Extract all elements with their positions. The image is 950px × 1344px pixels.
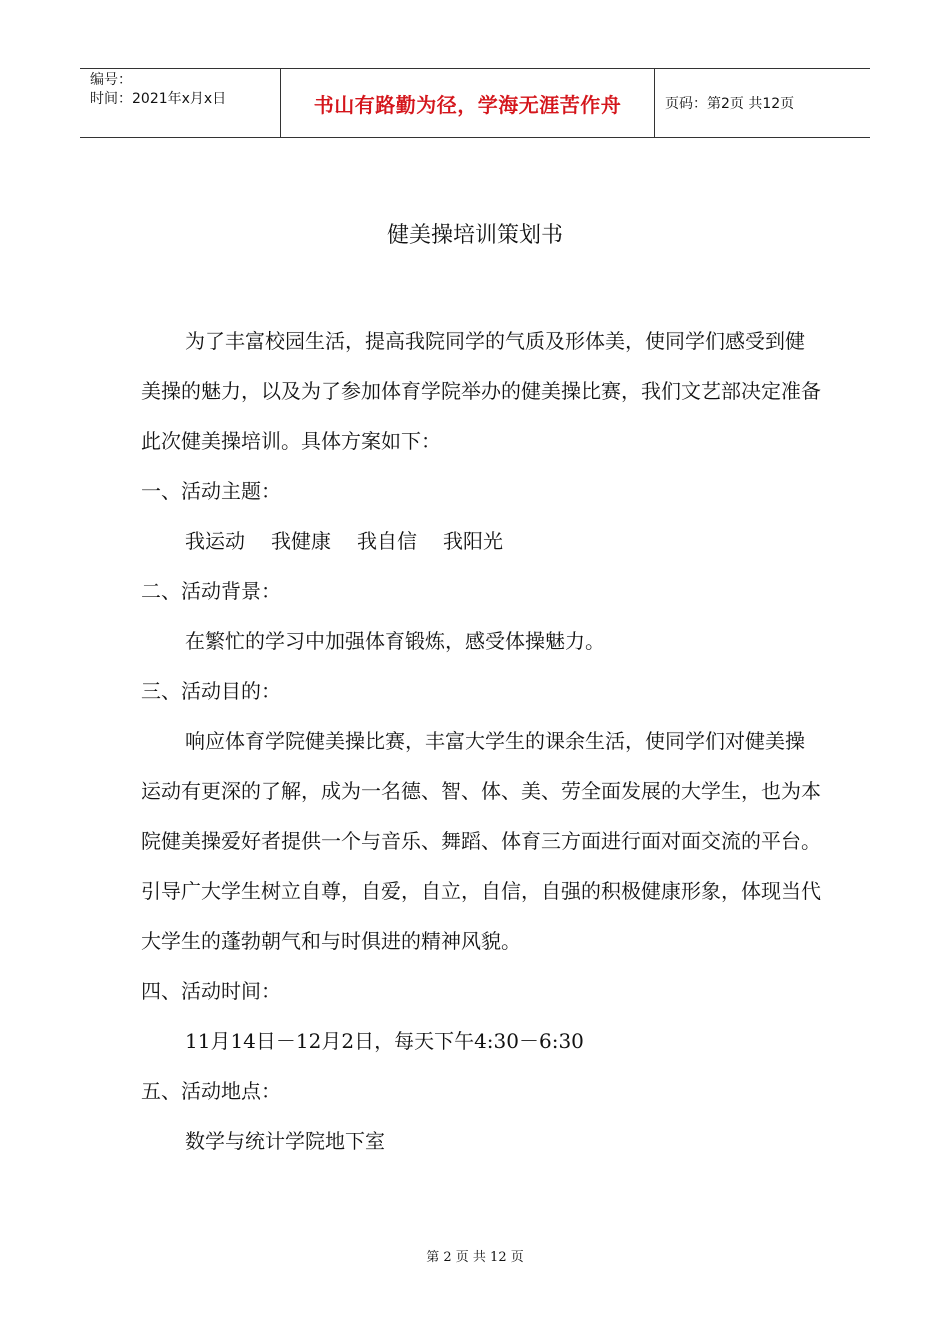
date-label: 时间：2021年x月x日 [90, 91, 227, 107]
document-header [80, 68, 870, 138]
number-label: 编号： [90, 72, 132, 88]
time-text: 11月14日－12月2日，每天下午4:30－6:30 [185, 1029, 584, 1053]
theme-item: 我自信 [357, 529, 417, 553]
theme-heading: 一、活动主题： [141, 479, 281, 503]
page-title: 健美操培训策划书 [386, 223, 563, 248]
theme-item: 我阳光 [443, 529, 503, 553]
place-text: 数学与统计学院地下室 [185, 1129, 385, 1153]
background-heading: 二、活动背景： [141, 579, 281, 603]
background-text: 在繁忙的学习中加强体育锻炼，感受体操魅力。 [185, 629, 605, 653]
time-heading: 四、活动时间： [141, 979, 281, 1003]
document-body [141, 316, 821, 1166]
theme-items [141, 516, 821, 566]
place-heading: 五、活动地点： [141, 1079, 281, 1103]
purpose-heading: 三、活动目的： [141, 679, 281, 703]
page-footer: 第 2 页 共 12 页 [426, 1250, 524, 1265]
header-page-info: 页码：第2页 共12页 [665, 96, 795, 112]
header-motto: 书山有路勤为径，学海无涯苦作舟 [281, 69, 655, 137]
intro-paragraph: 为了丰富校园生活，提高我院同学的气质及形体美，使同学们感受到健美操的魅力，以及为了参加体育学院举办的健美操比赛，我们文艺部决定准备此次健美操培训。具体方案如下： [141, 329, 821, 453]
theme-item: 我运动 [185, 529, 245, 553]
purpose-text: 响应体育学院健美操比赛，丰富大学生的课余生活，使同学们对健美操运动有更深的了解，成为一名德、智、体、美、劳全面发展的大学生，也为本院健美操爱好者提供一个与音乐、舞蹈、体育三方面进行面对面交流的平台。引导广大学生树立自尊，自爱，自立，自信，自强的积极健康形象，体现当代大学生的蓬勃朝气和与时俱进的精神风貌。 [141, 729, 821, 953]
header-meta [80, 69, 281, 137]
theme-item: 我健康 [271, 529, 331, 553]
